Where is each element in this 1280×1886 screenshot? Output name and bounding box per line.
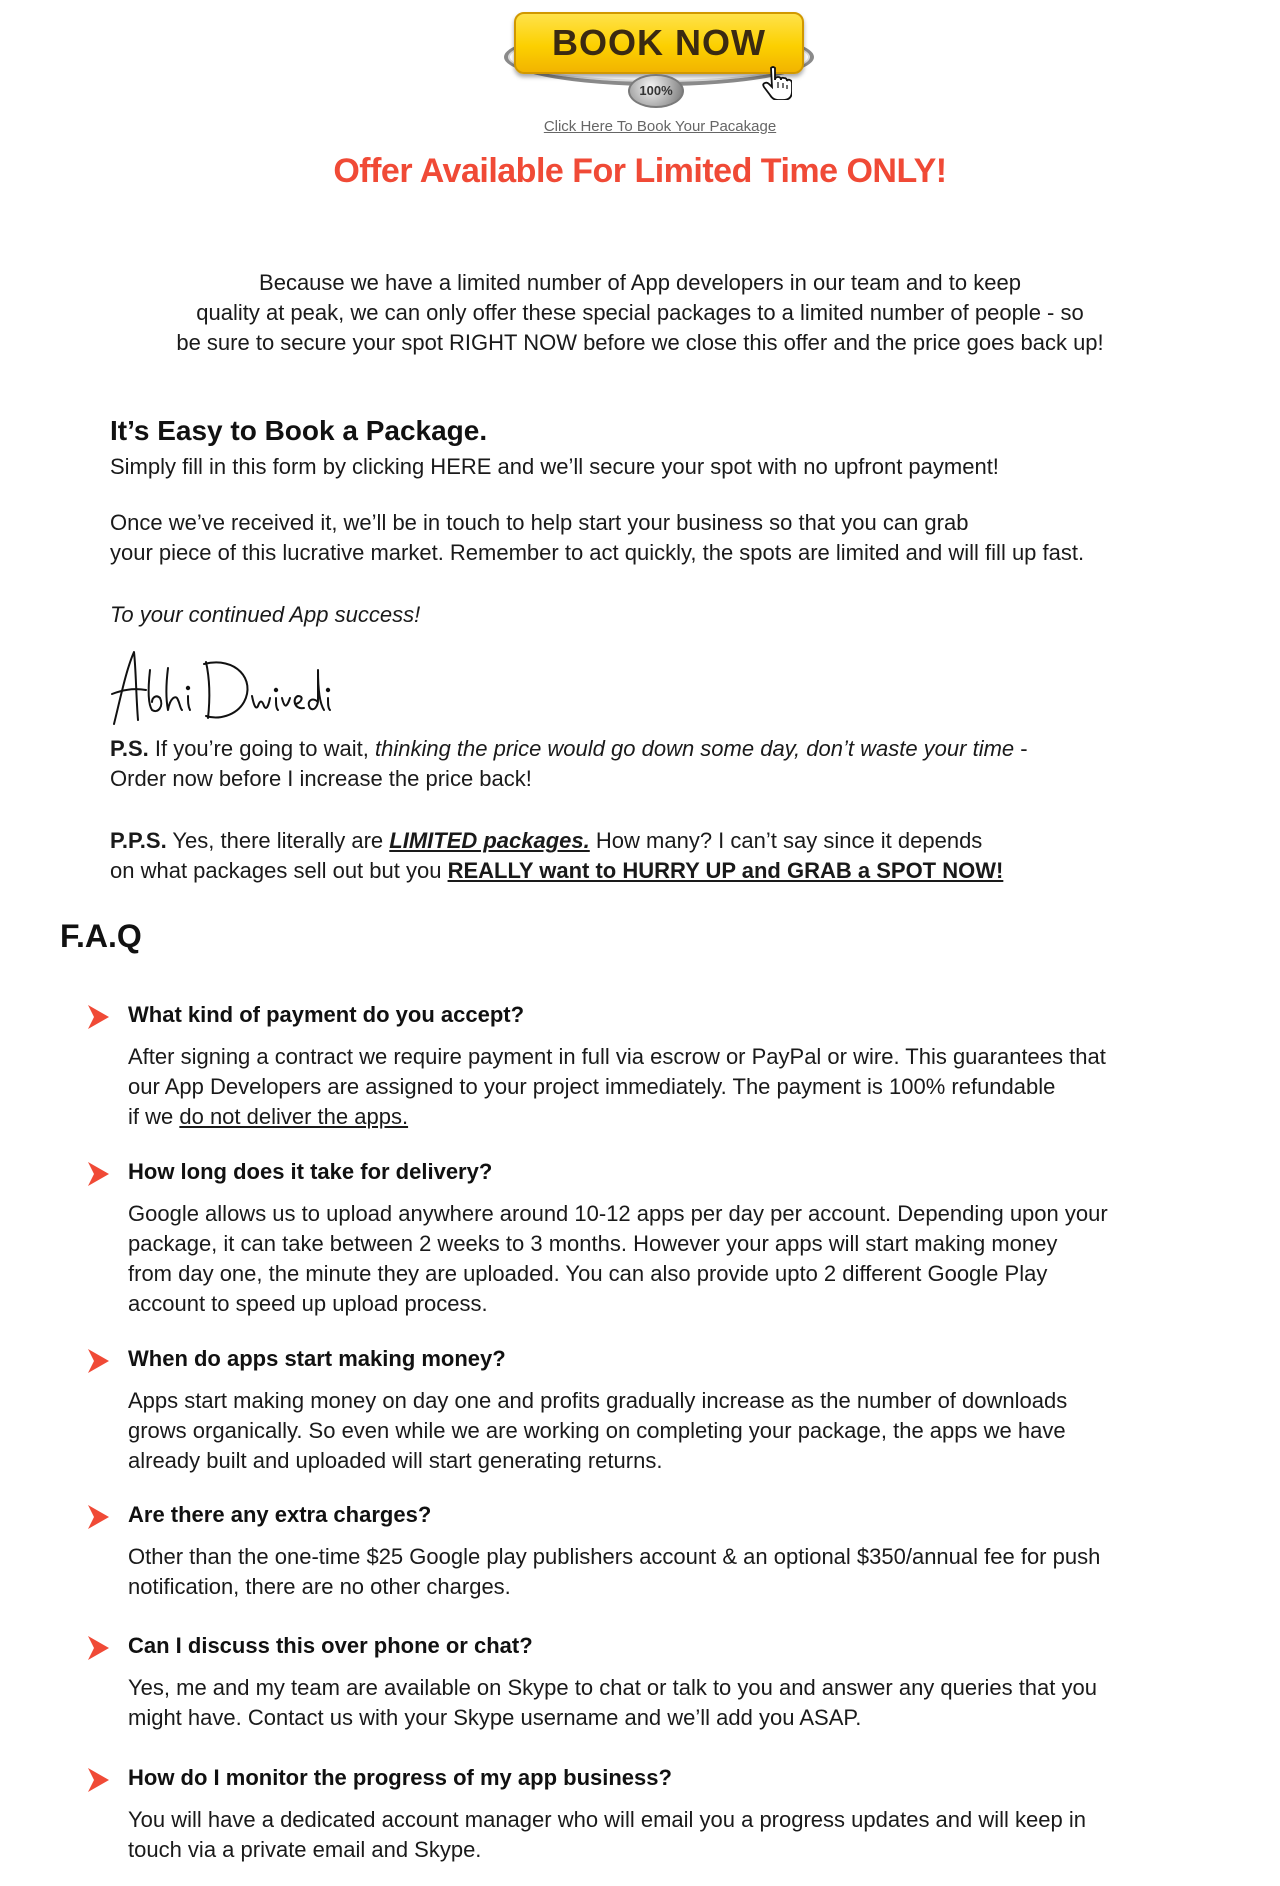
faq-answer-line: Other than the one-time $25 Google play publishers account & an optional $350/annual fee for push [128, 1544, 1101, 1569]
form-instruction-text: Simply fill in this form by clicking HERE and we’ll secure your spot with no upfront payment! [110, 454, 999, 479]
faq-answer-line: grows organically. So even while we are working on completing your package, the apps we have [128, 1418, 1066, 1443]
faq-heading: F.A.Q [60, 918, 142, 954]
ps-label: P.S. [110, 736, 149, 761]
intro-line: be sure to secure your spot RIGHT NOW before we close this offer and the price goes back up! [176, 330, 1104, 355]
faq-answer [128, 1386, 1238, 1476]
paragraph-line: Once we’ve received it, we’ll be in touch to help start your business so that you can grab [110, 510, 969, 535]
chevron-right-icon [86, 1635, 110, 1661]
ps-line-1 [110, 734, 1210, 764]
pps-text: on what packages sell out but you [110, 858, 448, 883]
faq-question: When do apps start making money? [128, 1346, 506, 1371]
ps-italic-text: thinking the price would go down some day, don’t waste your time [374, 736, 1015, 761]
faq-answer [128, 1042, 1238, 1132]
ps-line-2: Order now before I increase the price back! [110, 766, 532, 791]
faq-question: What kind of payment do you accept? [128, 1002, 525, 1027]
signature-image [106, 640, 336, 730]
faq-answer [128, 1673, 1238, 1733]
refund-condition-link[interactable]: do not deliver the apps. [179, 1104, 409, 1129]
faq-answer-line [128, 1102, 1238, 1132]
faq-question: Are there any extra charges? [128, 1502, 432, 1527]
book-now-button[interactable]: BOOK NOW [514, 12, 804, 74]
chevron-right-icon [86, 1504, 110, 1530]
hurry-up-emphasis: REALLY want to HURRY UP and GRAB a SPOT NOW! [447, 858, 1004, 883]
ps-paragraph [110, 734, 1210, 794]
faq-answer-line: account to speed up upload process. [128, 1291, 488, 1316]
intro-line: Because we have a limited number of App developers in our team and to keep [259, 270, 1021, 295]
pointer-hand-icon [762, 66, 792, 100]
faq-answer-line: After signing a contract we require payment in full via escrow or PayPal or wire. This guarantees that [128, 1044, 1106, 1069]
ps-text: If you’re going to wait, [148, 736, 375, 761]
intro-paragraph [120, 268, 1160, 358]
faq-question: How long does it take for delivery? [128, 1159, 493, 1184]
chevron-right-icon [86, 1161, 110, 1187]
faq-answer-line: from day one, the minute they are uploaded. You can also provide upto 2 different Google Play [128, 1261, 1048, 1286]
closing-line: To your continued App success! [110, 602, 421, 627]
faq-answer-line: Apps start making money on day one and profits gradually increase as the number of downloads [128, 1388, 1068, 1413]
pps-text: Yes, there literally are [166, 828, 390, 853]
pps-line-2 [110, 856, 1210, 886]
faq-answer-line: already built and uploaded will start generating returns. [128, 1448, 663, 1473]
faq-question: Can I discuss this over phone or chat? [128, 1633, 533, 1658]
faq-answer-line: You will have a dedicated account manager who will email you a progress updates and will keep in [128, 1807, 1086, 1832]
ps-text: - [1014, 736, 1028, 761]
chevron-right-icon [86, 1348, 110, 1374]
faq-answer-line: might have. Contact us with your Skype username and we’ll add you ASAP. [128, 1705, 862, 1730]
faq-answer [128, 1542, 1238, 1602]
faq-answer [128, 1199, 1238, 1319]
chevron-right-icon [86, 1004, 110, 1030]
pps-paragraph [110, 826, 1210, 886]
offer-title: Offer Available For Limited Time ONLY! [333, 152, 947, 190]
limited-packages-emphasis: LIMITED packages. [389, 828, 590, 853]
faq-answer-line: Yes, me and my team are available on Skype to chat or talk to you and answer any queries that you [128, 1675, 1097, 1700]
faq-answer-line: touch via a private email and Skype. [128, 1837, 482, 1862]
book-package-link[interactable]: Click Here To Book Your Pacakage [543, 118, 777, 135]
faq-answer-line: our App Developers are assigned to your project immediately. The payment is 100% refundable [128, 1074, 1056, 1099]
chevron-right-icon [86, 1767, 110, 1793]
faq-answer-line: package, it can take between 2 weeks to 3 months. However your apps will start making money [128, 1231, 1058, 1256]
faq-question: How do I monitor the progress of my app business? [128, 1765, 672, 1790]
easy-booking-heading: It’s Easy to Book a Package. [110, 415, 488, 446]
faq-answer [128, 1805, 1238, 1865]
guarantee-badge-icon: 100% [628, 74, 684, 108]
pps-label: P.P.S. [110, 828, 167, 853]
faq-answer-text: if we [128, 1104, 180, 1129]
faq-answer-line: Google allows us to upload anywhere around 10-12 apps per day per account. Depending upon your [128, 1201, 1108, 1226]
next-steps-paragraph [110, 508, 1210, 568]
intro-line: quality at peak, we can only offer these special packages to a limited number of people - so [196, 300, 1084, 325]
pps-line-1 [110, 826, 1210, 856]
pps-text: How many? I can’t say since it depends [589, 828, 983, 853]
paragraph-line: your piece of this lucrative market. Remember to act quickly, the spots are limited and will fill up fast. [110, 540, 1085, 565]
book-now-banner[interactable] [500, 6, 820, 146]
faq-answer-line: notification, there are no other charges. [128, 1574, 511, 1599]
